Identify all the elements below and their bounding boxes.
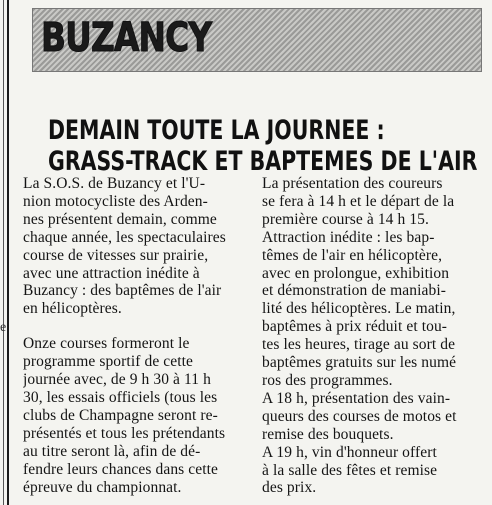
paragraph [262,390,490,444]
headline-line-1: DEMAIN TOUTE LA JOURNEE : [48,115,385,146]
text-line: A 19 h, vin d'honneur offert [262,443,437,461]
article-column-left [23,175,251,496]
text-line: journée avec, de 9 h 30 à 11 h [23,371,211,389]
text-line: Attraction inédite : les bap- [262,228,435,246]
text-line: première course à 14 h 15. [262,210,430,228]
town-banner [32,8,482,72]
text-line: se fera à 14 h et le départ de la [262,192,455,210]
text-line: A 18 h, présentation des vain- [262,389,451,407]
margin-mark: e [0,320,7,335]
text-line: avec en prolongue, exhibition [262,264,450,282]
text-line: chaque année, les spectaculaires [23,228,226,246]
paragraph-gap [23,318,251,335]
text-line: fendre leurs chances dans cette [23,460,219,478]
text-line: Onze courses formeront le [23,335,190,353]
text-line: baptêmes gratuits sur les numé [262,354,457,372]
text-line: programme sportif de cette [23,353,194,371]
banner-title: BUZANCY [41,15,212,61]
column-rule-outer [3,0,4,505]
text-line: présentés et tous les prétendants [23,424,226,442]
text-line: tes les heures, tirage au sort de [262,336,456,354]
text-line: clubs de Champagne seront re- [23,406,218,424]
headline [48,115,478,177]
text-line: nes présentent demain, comme [23,210,217,228]
text-line: lité des hélicoptères. Le matin, [262,300,456,318]
headline-line-2: GRASS-TRACK ET BAPTEMES DE L'AIR [48,146,478,177]
paragraph [23,335,251,496]
text-line: et démonstration de maniabi- [262,282,447,300]
text-line: à la salle des fêtes et remise [262,461,438,479]
text-line: baptêmes à prix réduit et tou- [262,318,448,336]
text-line: en hélicoptères. [23,300,122,318]
article-column-right [262,175,490,497]
text-line: têmes de l'air en hélicoptère, [262,246,443,264]
text-line: La présentation des coureurs [262,175,443,192]
text-line: ros des programmes. [262,371,393,389]
column-rule [7,0,9,505]
paragraph [262,229,490,390]
text-line: avec une attraction inédite à [23,264,200,282]
text-line: remise des bouquets. [262,425,394,443]
text-line: 30, les essais officiels (tous les [23,388,218,406]
text-line: épreuve du championnat. [23,478,182,496]
text-line: course de vitesses sur prairie, [23,246,209,264]
paragraph [23,175,251,318]
text-line: nion motocycliste des Arden- [23,192,208,210]
text-line: La S.O.S. de Buzancy et l'U- [23,175,206,192]
text-line: au titre seront là, afin de dé- [23,442,201,460]
text-line: Buzancy : des baptêmes de l'air [23,282,222,300]
text-line: queurs des courses de motos et [262,407,457,425]
text-line: des prix. [262,479,317,497]
paragraph [262,175,490,229]
paragraph [262,444,490,498]
